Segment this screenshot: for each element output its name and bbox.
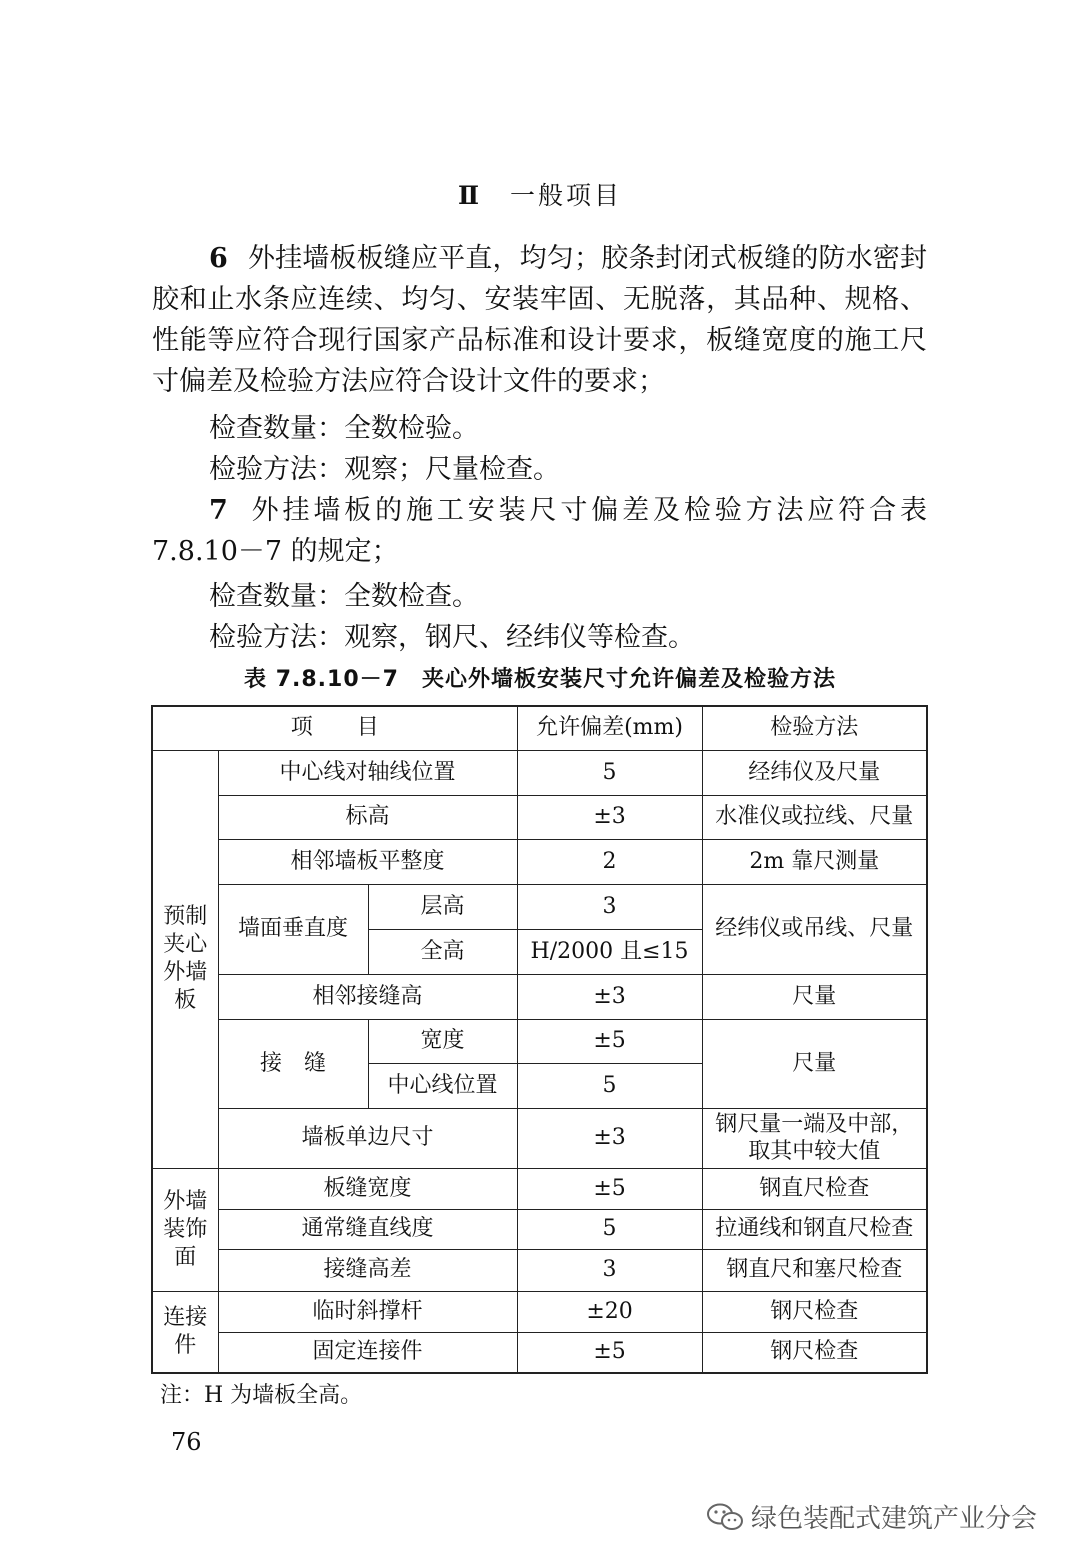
row-subitem: 全高 — [368, 929, 517, 974]
row-item: 板缝宽度 — [218, 1168, 517, 1209]
row-tolerance: 2 — [517, 839, 702, 884]
table-row — [152, 1332, 927, 1373]
row-method: 钢尺检查 — [702, 1291, 927, 1332]
row-tolerance: ±3 — [517, 795, 702, 839]
row-tolerance: 5 — [517, 750, 702, 795]
row-method: 尺量 — [702, 974, 927, 1019]
row-item: 通常缝直线度 — [218, 1209, 517, 1249]
row-subitem: 宽度 — [368, 1019, 517, 1063]
row-tolerance: 3 — [517, 1249, 702, 1291]
watermark — [705, 1498, 1037, 1535]
row-tolerance: 5 — [517, 1209, 702, 1249]
row-tolerance: ±5 — [517, 1019, 702, 1063]
table-row — [152, 884, 927, 929]
row-method: 钢尺检查 — [702, 1332, 927, 1373]
item-7-check-method: 检验方法：观察，钢尺、经纬仪等检查。 — [209, 622, 695, 653]
header-tolerance: 允许偏差(mm) — [517, 706, 702, 750]
row-item: 临时斜撑杆 — [218, 1291, 517, 1332]
row-item: 墙面垂直度 — [218, 884, 368, 974]
row-item: 中心线对轴线位置 — [218, 750, 517, 795]
item-6-check-quantity: 检查数量：全数检验。 — [209, 413, 479, 444]
table-row — [152, 750, 927, 795]
table-row — [152, 1168, 927, 1209]
item-6-number: 6 — [209, 243, 228, 274]
group-precast: 预制夹心外墙板 — [152, 750, 218, 1168]
item-7-check-quantity: 检查数量：全数检查。 — [209, 581, 479, 612]
table-row — [152, 795, 927, 839]
tolerance-table — [151, 705, 928, 1374]
row-item: 固定连接件 — [218, 1332, 517, 1373]
row-tolerance: 3 — [517, 884, 702, 929]
table-header-row — [152, 706, 927, 750]
row-item: 标高 — [218, 795, 517, 839]
row-tolerance: ±3 — [517, 1108, 702, 1168]
wechat-icon — [705, 1502, 745, 1532]
table-row — [152, 1108, 927, 1168]
item-6-check-method: 检验方法：观察；尺量检查。 — [209, 454, 560, 485]
item-6-text: 外挂墙板板缝应平直，均匀；胶条封闭式板缝的防水密封胶和止水条应连续、均匀、安装牢固、无脱落，其品种、规格、性能等应符合现行国家产品标准和设计要求，板缝宽度的施工尺寸偏差及检验方法应符合设计文件的要求； — [152, 243, 927, 397]
section-heading — [0, 176, 1080, 212]
row-method: 钢直尺检查 — [702, 1168, 927, 1209]
row-tolerance: H/2000 且≤15 — [517, 929, 702, 974]
page-number: 76 — [171, 1428, 202, 1456]
header-method: 检验方法 — [702, 706, 927, 750]
row-item: 接缝高差 — [218, 1249, 517, 1291]
section-title: 一般项目 — [510, 181, 623, 210]
row-method: 尺量 — [702, 1019, 927, 1108]
row-method: 经纬仪或吊线、尺量 — [702, 884, 927, 974]
header-item: 项 目 — [152, 706, 517, 750]
row-method: 钢尺量一端及中部，取其中较大值 — [702, 1108, 927, 1168]
row-subitem: 中心线位置 — [368, 1063, 517, 1108]
row-tolerance: ±5 — [517, 1168, 702, 1209]
table-row — [152, 1249, 927, 1291]
row-method: 拉通线和钢直尺检查 — [702, 1209, 927, 1249]
row-item: 墙板单边尺寸 — [218, 1108, 517, 1168]
table-row — [152, 1209, 927, 1249]
row-tolerance: ±5 — [517, 1332, 702, 1373]
row-tolerance: 5 — [517, 1063, 702, 1108]
table-row — [152, 1291, 927, 1332]
row-tolerance: ±3 — [517, 974, 702, 1019]
row-item: 相邻墙板平整度 — [218, 839, 517, 884]
group-connector: 连接件 — [152, 1291, 218, 1373]
item-7-paragraph — [152, 490, 927, 572]
watermark-text: 绿色装配式建筑产业分会 — [751, 1504, 1038, 1534]
table-row — [152, 1019, 927, 1063]
group-decor: 外墙装饰面 — [152, 1168, 218, 1291]
section-roman-numeral: Ⅱ — [457, 181, 483, 210]
row-method: 2m 靠尺测量 — [702, 839, 927, 884]
item-6-paragraph — [152, 238, 927, 402]
row-method: 钢直尺和塞尺检查 — [702, 1249, 927, 1291]
item-7-number: 7 — [209, 495, 228, 526]
table-row — [152, 974, 927, 1019]
row-method: 水准仪或拉线、尺量 — [702, 795, 927, 839]
row-subitem: 层高 — [368, 884, 517, 929]
item-7-text: 外挂墙板的施工安装尺寸偏差及检验方法应符合表7.8.10－7 的规定； — [152, 495, 927, 567]
row-item: 接 缝 — [218, 1019, 368, 1108]
table-row — [152, 839, 927, 884]
table-note: 注：H 为墙板全高。 — [160, 1383, 363, 1408]
row-item: 相邻接缝高 — [218, 974, 517, 1019]
table-caption: 表 7.8.10－7 夹心外墙板安装尺寸允许偏差及检验方法 — [244, 667, 836, 692]
row-tolerance: ±20 — [517, 1291, 702, 1332]
row-method: 经纬仪及尺量 — [702, 750, 927, 795]
